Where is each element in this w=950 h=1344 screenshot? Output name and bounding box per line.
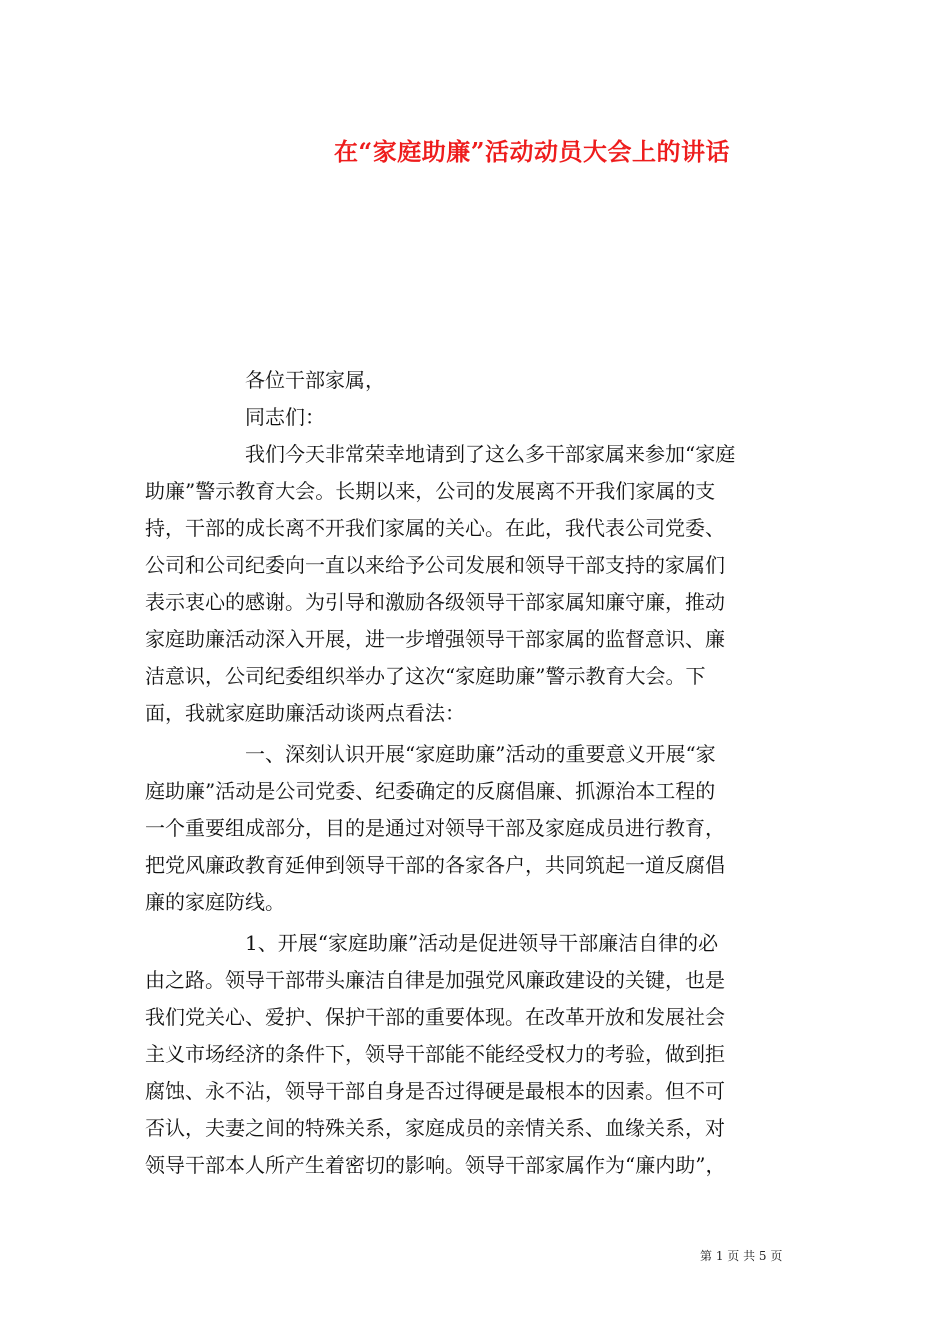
text-line: 一个重要组成部分，目的是通过对领导干部及家庭成员进行教育， — [145, 816, 725, 840]
text-line: 把党风廉政教育延伸到领导干部的各家各户，共同筑起一道反腐倡 — [145, 853, 725, 877]
text-line: 否认，夫妻之间的特殊关系，家庭成员的亲情关系、血缘关系，对 — [145, 1116, 725, 1140]
text-line: 助廉”警示教育大会。长期以来，公司的发展离不开我们家属的支 — [145, 479, 716, 503]
salutation-line: 各位干部家属， — [245, 368, 385, 392]
text-line: 1、开展“家庭助廉”活动是促进领导干部廉洁自律的必 — [245, 931, 719, 955]
text-line: 一、深刻认识开展“家庭助廉”活动的重要意义开展“家 — [245, 742, 716, 766]
text-line: 面，我就家庭助廉活动谈两点看法： — [145, 701, 465, 725]
text-line: 腐蚀、永不沾，领导干部自身是否过得硬是最根本的因素。但不可 — [145, 1079, 725, 1103]
text-line: 由之路。领导干部带头廉洁自律是加强党风廉政建设的关键，也是 — [145, 968, 725, 992]
paragraph-1 — [145, 436, 805, 732]
text-line: 我们今天非常荣幸地请到了这么多干部家属来参加“家庭 — [245, 442, 736, 466]
document-body — [145, 362, 805, 1184]
paragraph-2 — [145, 736, 805, 921]
text-line: 廉的家庭防线。 — [145, 890, 285, 914]
text-line: 表示衷心的感谢。为引导和激励各级领导干部家属知廉守廉，推动 — [145, 590, 725, 614]
document-title: 在“家庭助廉”活动动员大会上的讲话 — [333, 137, 731, 166]
text-line: 公司和公司纪委向一直以来给予公司发展和领导干部支持的家属们 — [145, 553, 725, 577]
text-line: 洁意识，公司纪委组织举办了这次“家庭助廉”警示教育大会。下 — [145, 664, 706, 688]
text-line: 主义市场经济的条件下，领导干部能不能经受权力的考验，做到拒 — [145, 1042, 725, 1066]
paragraph-3 — [145, 925, 805, 1184]
text-line: 我们党关心、爱护、保护干部的重要体现。在改革开放和发展社会 — [145, 1005, 725, 1029]
text-line: 领导干部本人所产生着密切的影响。领导干部家属作为“廉内助”， — [145, 1153, 726, 1177]
salutation-line: 同志们： — [245, 405, 325, 429]
text-line: 庭助廉”活动是公司党委、纪委确定的反腐倡廉、抓源治本工程的 — [145, 779, 716, 803]
text-line: 持，干部的成长离不开我们家属的关心。在此，我代表公司党委、 — [145, 516, 725, 540]
page-number-footer: 第 1 页 共 5 页 — [700, 1249, 783, 1263]
text-line: 家庭助廉活动深入开展，进一步增强领导干部家属的监督意识、廉 — [145, 627, 725, 651]
